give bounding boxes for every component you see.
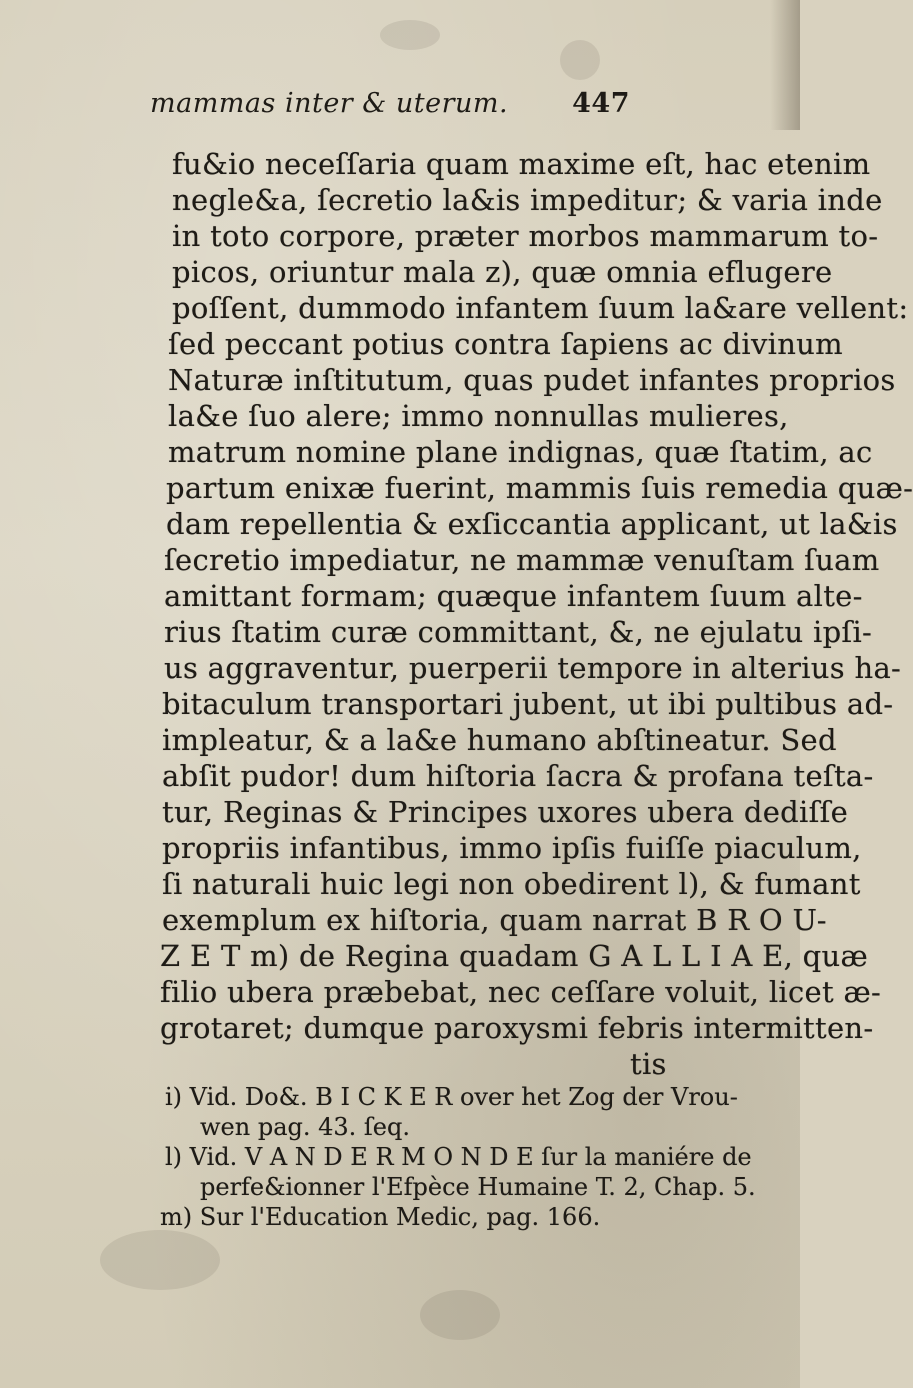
- text-line: bitaculum transportari jubent, ut ibi pultibus ad-: [162, 687, 894, 721]
- text-line: impleatur, & a la&e humano abſtineatur. Sed: [162, 723, 837, 757]
- text-line: ſecretio impediatur, ne mammæ venuſtam ſuam: [164, 543, 880, 577]
- facing-page-edge: [770, 0, 800, 130]
- text-line: partum enixæ fuerint, mammis ſuis remedia quæ-: [166, 471, 913, 505]
- paper-stain: [100, 1230, 220, 1290]
- text-line: us aggraventur, puerperii tempore in alterius ha-: [164, 651, 902, 685]
- paper-stain: [380, 20, 440, 50]
- text-line: picos, oriuntur mala z), quæ omnia eflugere: [172, 255, 833, 289]
- text-line: tur, Reginas & Principes uxores ubera dediſſe: [162, 795, 849, 829]
- text-line: ſi naturali huic legi non obedirent l), & fumant: [162, 867, 861, 901]
- text-line: ſed peccant potius contra ſapiens ac divinum: [168, 327, 843, 361]
- text-line: in toto corpore, præter morbos mammarum to-: [172, 219, 879, 253]
- footnote: i) Vid. Do&. B I C K E R over het Zog der Vrou-: [165, 1083, 738, 1111]
- text-line: abſit pudor! dum hiſtoria ſacra & profana teſta-: [162, 759, 874, 793]
- text-line: la&e ſuo alere; immo nonnullas mulieres,: [168, 399, 789, 433]
- text-line: dam repellentia & exſiccantia applicant, ut la&is: [166, 507, 898, 541]
- text-line: exemplum ex hiſtoria, quam narrat B R O U-: [162, 903, 827, 937]
- text-line: propriis infantibus, immo ipſis fuiſſe piaculum,: [162, 831, 862, 865]
- text-line: negle&a, ſecretio la&is impeditur; & varia inde: [172, 183, 883, 217]
- paper-stain: [560, 40, 600, 80]
- text-line: amittant formam; quæque infantem ſuum alte-: [164, 579, 863, 613]
- text-line: rius ſtatim curæ committant, &, ne ejulatu ipſi-: [164, 615, 873, 649]
- footnote: wen pag. 43. ſeq.: [200, 1113, 410, 1141]
- text-line: filio ubera præbebat, nec ceſſare voluit, licet æ-: [160, 975, 882, 1009]
- text-line: tis: [630, 1047, 667, 1081]
- page-number: 447: [572, 88, 630, 119]
- footnote: perfe&ionner l'Efpèce Humaine T. 2, Chap. 5.: [200, 1173, 756, 1201]
- running-title: mammas inter & uterum.: [150, 88, 509, 119]
- text-line: matrum nomine plane indignas, quæ ſtatim, ac: [168, 435, 873, 469]
- running-header: [150, 88, 630, 128]
- text-line: Z E T m) de Regina quadam G A L L I A E, quæ: [160, 939, 869, 973]
- text-line: fu&io neceſſaria quam maxime eſt, hac etenim: [172, 147, 871, 181]
- text-line: Naturæ inſtitutum, quas pudet infantes proprios: [168, 363, 896, 397]
- footnote: m) Sur l'Education Medic, pag. 166.: [160, 1203, 601, 1231]
- text-line: grotaret; dumque paroxysmi febris intermitten-: [160, 1011, 874, 1045]
- paper-stain: [420, 1290, 500, 1340]
- footnote: l) Vid. V A N D E R M O N D E ſur la maniére de: [165, 1143, 752, 1171]
- text-line: poſſent, dummodo infantem ſuum la&are vellent:: [172, 291, 909, 325]
